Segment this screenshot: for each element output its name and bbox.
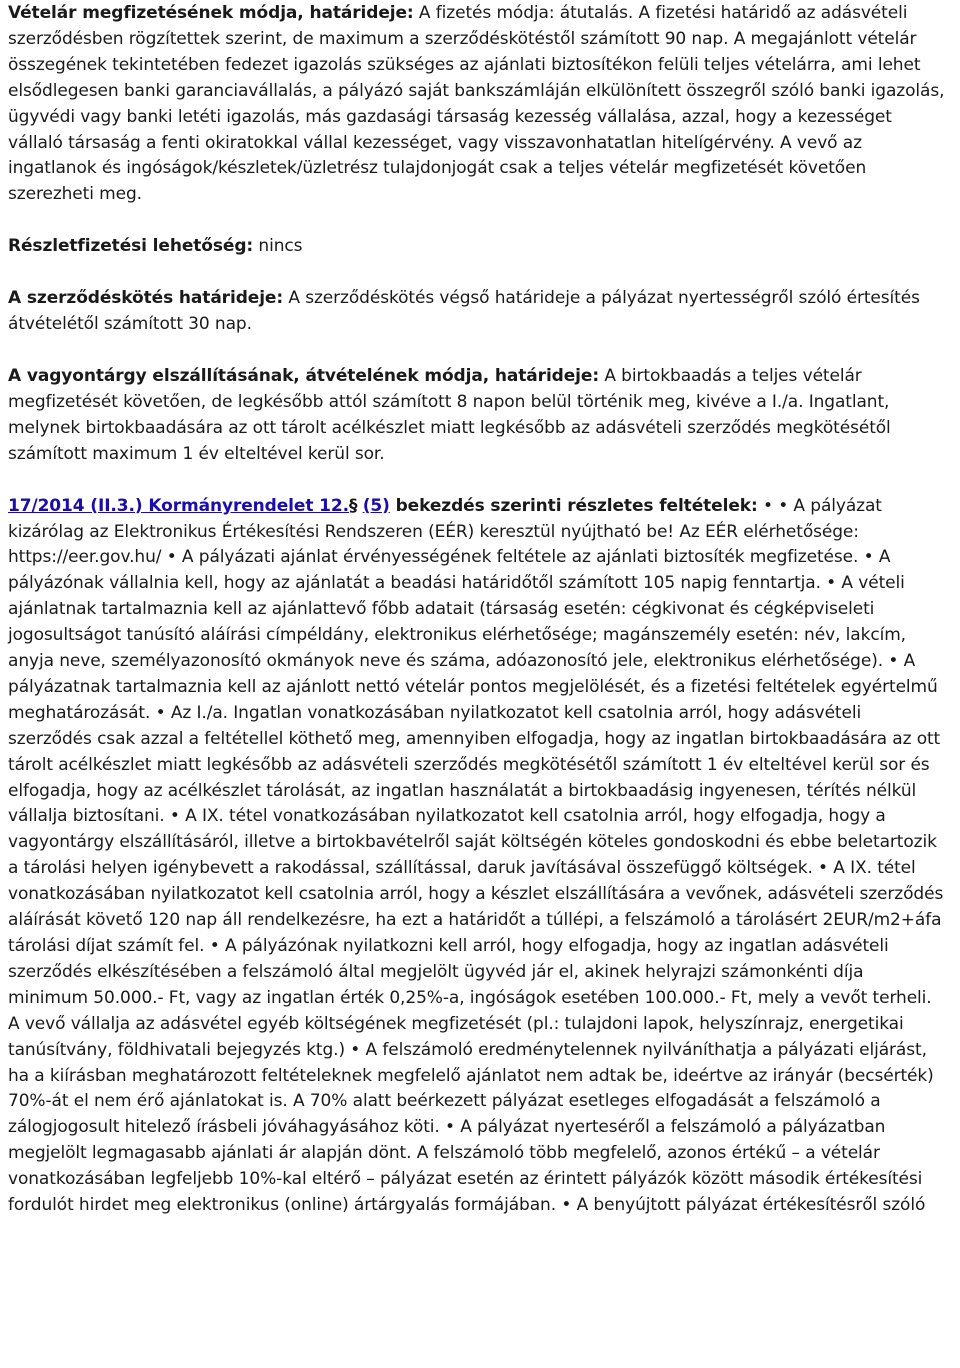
payment-terms-paragraph	[8, 1, 948, 208]
installment-text: nincs	[253, 236, 303, 257]
handover-paragraph	[8, 364, 948, 468]
section-sign: §	[349, 495, 358, 516]
contract-deadline-text: A szerződéskötés végső határideje a pályázat nyertességről szóló értesítés átvételétől számított 30 nap.	[8, 288, 920, 335]
paragraph-link[interactable]: (5)	[362, 495, 390, 516]
handover-label: A vagyontárgy elszállításának, átvételének módja, határideje:	[8, 365, 600, 386]
handover-text: A birtokbaadás a teljes vételár megfizetését követően, de legkésőbb attól számított 8 napon belül történik meg, kivéve a I./a. Ingatlant, melynek birtokbaadására az ott tárolt acélkészlet miatt legkésőbb az adásvételi szerződés megkötésétől számított maximum 1 év elteltével kerül sor.	[8, 365, 891, 464]
conditions-label: bekezdés szerinti részletes feltételek:	[389, 495, 758, 516]
conditions-text: • • A pályázat kizárólag az Elektronikus Értékesítési Rendszeren (EÉR) keresztül nyújtható be! Az EÉR elérhetősége: https://eer.gov.hu/ • A pályázati ajánlat érvényességének feltétele az ajánlati biztosíték megfizetése. • A pályázónak vállalnia kell, hogy az ajánlatát a beadási határidőtől számított 105 napig fenntartja. • A vételi ajánlatnak tartalmaznia kell az ajánlattevő főbb adatait (társaság esetén: cégkivonat és cégképviseleti jogosultságot tanúsító aláírási címpéldány, elektronikus elérhetősége; magánszemély esetén: név, lakcím, anyja neve, személyazonosító okmányok neve és száma, adóazonosító jele, elektronikus elérhetősége). • A pályázatnak tartalmaznia kell az ajánlott nettó vételár pontos megjelölését, és a fizetési feltételek egyértelmű meghatározását. • Az I./a. Ingatlan vonatkozásában nyilatkozatot kell csatolnia arról, hogy adásvételi szerződés csak azzal a feltétellel köthető meg, amennyiben elfogadja, hogy az ingatlan birtokbaadására az ott tárolt acélkészlet miatt legkésőbb az adásvételi szerződés megkötésétől számított 1 év elteltével kerül sor és elfogadja, hogy az acélkészlet tárolását, az ingatlan használatát a birtokbaadásig ingyenesen, térítés nélkül vállalja biztosítani. • A IX. tétel vonatkozásában nyilatkozatot kell csatolnia arról, hogy elfogadja, hogy a vagyontárgy elszállításáról, illetve a birtokbavételről saját költségén köteles gondoskodni és ebbe beletartozik a tárolási helyen igénybevett a rakodással, szállítással, daruk javításával összefüggő költségek. • A IX. tétel vonatkozásában nyilatkozatot kell csatolnia arról, hogy a készlet elszállítására a vevőnek, adásvételi szerződés aláírását követő 120 nap áll rendelkezésre, ha ezt a határidőt a túllépi, a felszámoló a tárolásért 2EUR/m2+áfa tárolási díjat számít fel. • A pályázónak nyilatkozni kell arról, hogy elfogadja, hogy az ingatlan adásvételi szerződés elkészítésében a felszámoló által megjelölt ügyvéd jár el, akinek helyrajzi számonkénti díja minimum 50.000.- Ft, vagy az ingatlan érték 0,25%-a, ingóságok esetében 100.000.- Ft, mely a vevőt terheli. A vevő vállalja az adásvétel egyéb költségének megfizetését (pl.: tulajdoni lapok, helyszínrajz, energetikai tanúsítvány, földhivatali bejegyzés ktg.) • A felszámoló eredménytelennek nyilváníthatja a pályázati eljárást, ha a kiírásban meghatározott feltételeknek megfelelő ajánlatot nem adtak be, ideértve az irányár (becsérték) 70%-át el nem érő ajánlatokat is. A 70% alatt beérkezett pályázat esetleges elfogadását a felszámoló a zálogjogosult hitelező írásbeli jóváhagyásához köti. • A pályázat nyerteséről a felszámoló a pályázatban megjelölt legmagasabb ajánlati ár alapján dönt. A felszámoló több megfelelő, azonos értékű – a vételár vonatkozásában legfeljebb 10%-kal eltérő – pályázat esetén az érintett pályázók között második értékesítési fordulót hirdet meg elektronikus (online) ártárgyalás formájában. • A benyújtott pályázat értékesítésről szóló	[8, 495, 944, 1216]
contract-deadline-label: A szerződéskötés határideje:	[8, 288, 284, 309]
payment-terms-label: Vételár megfizetésének módja, határideje:	[8, 3, 414, 23]
conditions-paragraph	[8, 494, 948, 1219]
contract-deadline-paragraph	[8, 286, 948, 338]
regulation-link[interactable]: 17/2014 (II.3.) Kormányrendelet 12.	[8, 495, 349, 516]
payment-terms-text: A fizetés módja: átutalás. A fizetési határidő az adásvételi szerződésben rögzítettek szerint, de maximum a szerződéskötéstől számított 90 nap. A megajánlott vételár összegének tekintetében fedezet igazolás szükséges az ajánlati biztosítékon felüli teljes vételárra, ami lehet elsődlegesen banki garanciavállalás, a pályázó saját bankszámláján elkülönített összegről szóló banki igazolás, ügyvédi vagy banki letéti igazolás, más gazdasági társaság kezesség vállalása, azzal, hogy a kezességet vállaló társaság a fenti okiratokkal vállal kezességet, vagy visszavonhatatlan hitelígérvény. A vevő az ingatlanok és ingóságok/készletek/üzletrész tulajdonjogát csak a teljes vételár megfizetését követően szerezheti meg.	[8, 3, 945, 205]
installment-label: Részletfizetési lehetőség:	[8, 236, 254, 257]
installment-paragraph	[8, 234, 948, 260]
